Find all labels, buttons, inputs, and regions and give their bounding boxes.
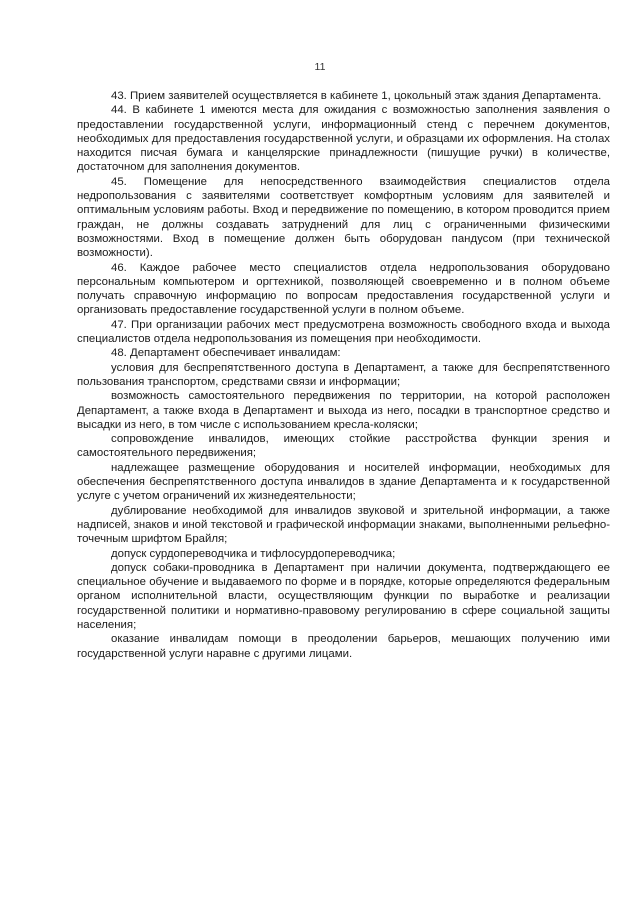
list-item-duplication: дублирование необходимой для инвалидов звуковой и зрительной информации, а также надписей, знаков и иной текстовой и графической информации знаками, выполненными рельефно-точечным шрифтом Брайля; [77,504,610,546]
paragraph-44: 44. В кабинете 1 имеются места для ожидания с возможностью заполнения заявления о предоставлении государственной услуги, информационный стенд с перечнем документов, необходимых для предоставления государственной услуги, и образцами их оформления. На столах находится писчая бумага и канцелярские принадлежности (пишущие ручки) в количестве, достаточном для заполнения документов. [77,104,610,174]
list-item-sign-interpreter: допуск сурдопереводчика и тифлосурдопереводчика; [111,547,396,560]
paragraph-43: 43. Прием заявителей осуществляется в кабинете 1, цокольный этаж здания Департамента. [111,90,602,102]
list-item-assistance: оказание инвалидам помощи в преодолении барьеров, мешающих получению ими государственной услуги наравне с другими лицами. [77,633,610,660]
list-item-escort: сопровождение инвалидов, имеющих стойкие расстройства функции зрения и самостоятельного передвижения; [77,433,610,460]
list-item-access-conditions: условия для беспрепятственного доступа в Департамент, а также для беспрепятственного пользования транспортом, средствами связи и информации; [77,361,610,388]
list-item-guide-dog: допуск собаки-проводника в Департамент при наличии документа, подтверждающего ее специальное обучение и выдаваемого по форме и в порядке, которые определяются федеральным органом исполнительной власти, осуществляющим функции по выработке и реализации государственной политики и нормативно-правовому регулированию в сфере социальной защиты населения; [77,561,610,631]
page-number: 11 [314,61,326,73]
paragraph-47: 47. При организации рабочих мест предусмотрена возможность свободного входа и выхода специалистов отдела недропользования из помещения при необходимости. [77,318,610,346]
paragraph-46: 46. Каждое рабочее место специалистов отдела недропользования оборудовано персональным компьютером и оргтехникой, позволяющей своевременно и в полном объеме получать справочную информацию по вопросам предоставления государственной услуги и организовать предоставление государственной услуги в полном объеме. [77,261,610,317]
paragraph-45: 45. Помещение для непосредственного взаимодействия специалистов отдела недропользования с заявителями соответствует комфортным условиям для заявителей и оптимальным условиям работы. Вход и передвижение по помещению, в котором проводится прием граждан, не должны создавать затруднений для лиц с ограниченными физическими возможностями. Вход в помещение должен быть оборудован пандусом (при технической возможности). [77,175,610,260]
document-body [77,89,610,661]
paragraph-48: 48. Департамент обеспечивает инвалидам: [111,347,341,360]
list-item-independent-movement: возможность самостоятельного передвижения по территории, на которой расположен Департамент, а также входа в Департамент и выхода из него, посадки в транспортное средство и высадки из него, в том числе с использованием кресла-коляски; [77,390,610,431]
list-item-equipment-placement: надлежащее размещение оборудования и носителей информации, необходимых для обеспечения беспрепятственного доступа инвалидов в здание Департамента и к государственной услуге с учетом ограничений их жизнедеятельности; [77,461,610,503]
